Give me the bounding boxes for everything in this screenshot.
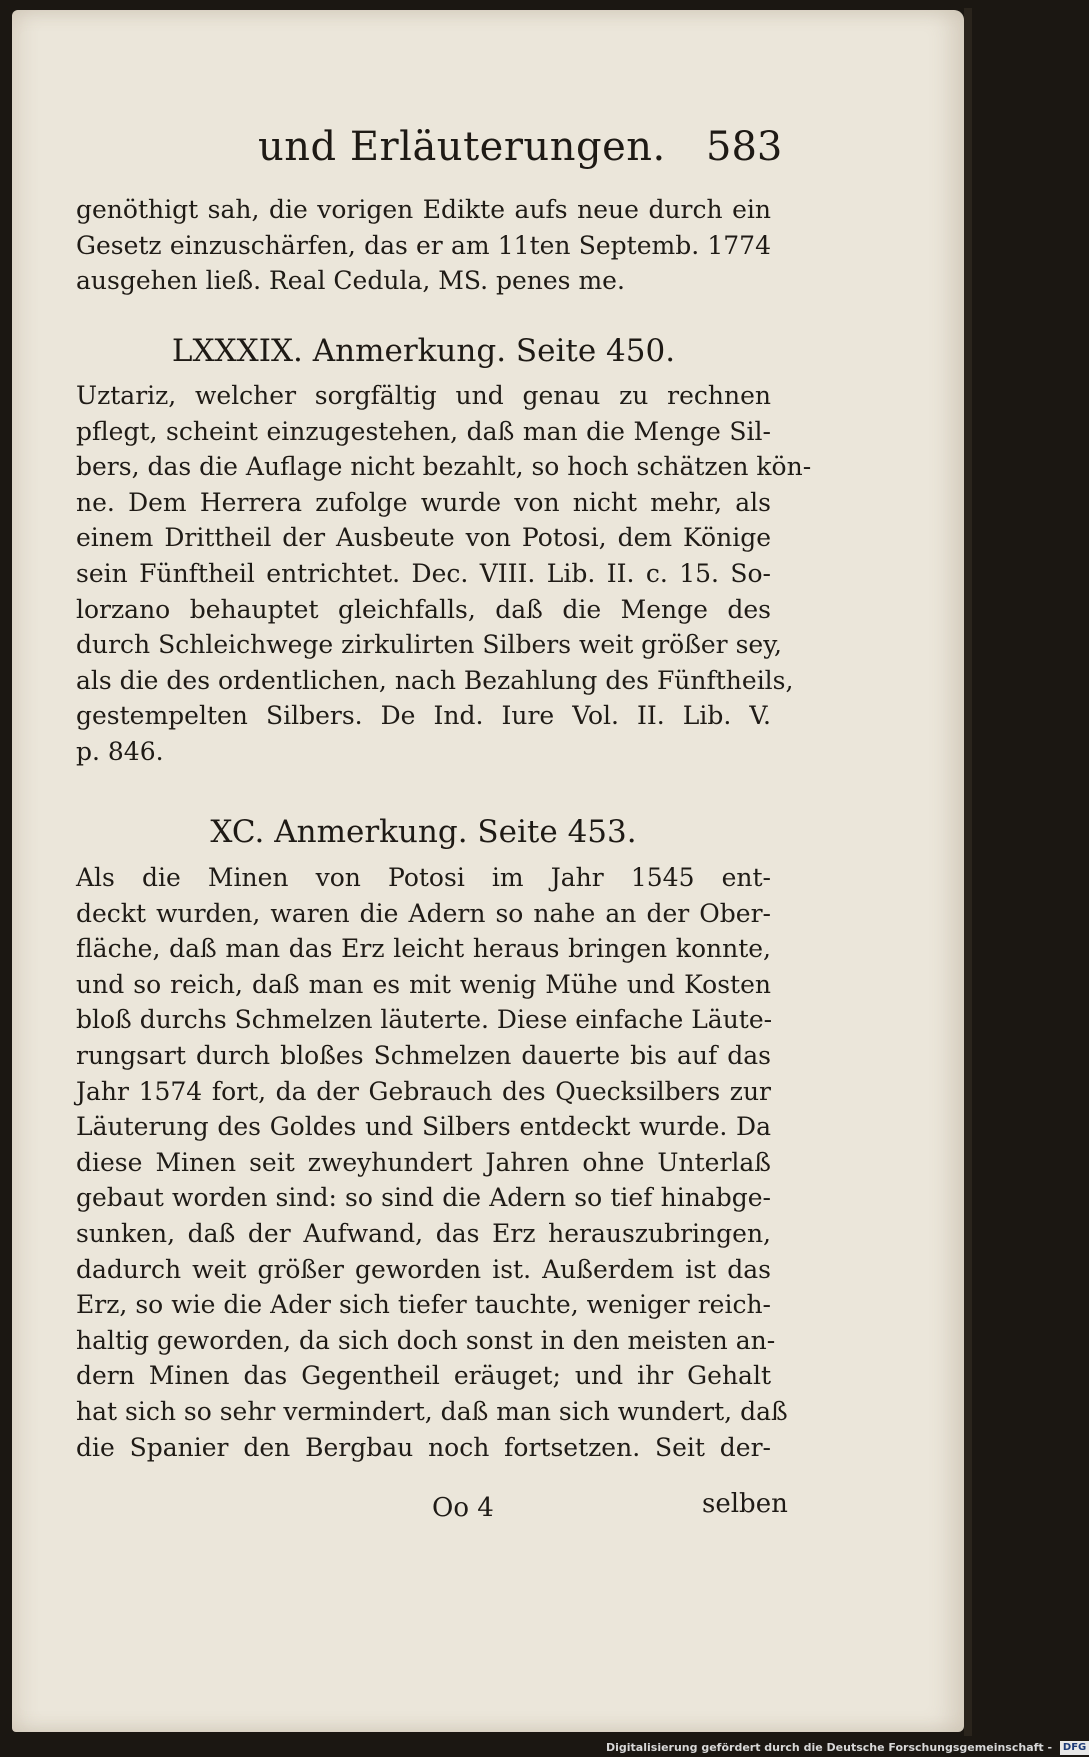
text-line: rungsart durch bloßes Schmelzen dauerte bis auf das [76, 1040, 771, 1070]
signature-mark: Oo 4 [432, 1493, 494, 1523]
catchword: selben [702, 1489, 788, 1519]
text-line: als die des ordentlichen, nach Bezahlung des Fünftheils, [76, 665, 794, 695]
dfg-logo: DFG [1060, 1741, 1089, 1755]
text-line: lorzano behauptet gleichfalls, daß die Menge des [76, 594, 771, 624]
text-line: Jahr 1574 fort, da der Gebrauch des Quecksilbers zur [76, 1076, 771, 1106]
text-line: dern Minen das Gegentheil eräuget; und ihr Gehalt [76, 1361, 771, 1391]
section-heading-xc: XC. Anmerkung. Seite 453. [210, 814, 637, 850]
text-line: Läuterung des Goldes und Silbers entdeckt wurde. Da [76, 1112, 771, 1142]
running-head: und Erläuterungen. [258, 124, 666, 170]
section-heading-lxxxix: LXXXIX. Anmerkung. Seite 450. [171, 333, 676, 369]
text-line: ne. Dem Herrera zufolge wurde von nicht mehr, als [76, 487, 771, 517]
text-line: Uztariz, welcher sorgfältig und genau zu rechnen [76, 381, 771, 410]
footer-text: Digitalisierung gefördert durch die Deutsche Forschungsgemeinschaft - [606, 1741, 1053, 1754]
text-line: genöthigt sah, die vorigen Edikte aufs neue durch ein [76, 195, 771, 224]
note-lxxxix-paragraph [76, 378, 812, 770]
text-line: die Spanier den Bergbau noch fortsetzen. Seit der- [76, 1432, 771, 1462]
text-line: sein Fünftheil entrichtet. Dec. VIII. Lib. II. c. 15. So- [76, 558, 771, 588]
text-line: bloß durchs Schmelzen läuterte. Diese einfache Läute- [76, 1005, 773, 1035]
intro-paragraph [76, 192, 771, 299]
text-line: diese Minen seit zweyhundert Jahren ohne Unterlaß [76, 1147, 771, 1177]
text-line: bers, das die Auflage nicht bezahlt, so hoch schätzen kön- [76, 452, 812, 482]
text-line: gebaut worden sind: so sind die Adern so tief hinabge- [76, 1183, 771, 1213]
page-header [0, 118, 1000, 178]
text-line: einem Drittheil der Ausbeute von Potosi, dem Könige [76, 523, 771, 553]
text-line: Gesetz einzuschärfen, das er am 11ten Septemb. 1774 [76, 230, 771, 260]
text-line: Erz, so wie die Ader sich tiefer tauchte, weniger reich- [76, 1290, 771, 1320]
text-line: ausgehen ließ. Real Cedula, MS. penes me. [76, 266, 625, 296]
text-line: haltig geworden, da sich doch sonst in den meisten an- [76, 1325, 776, 1355]
note-xc-paragraph [76, 860, 788, 1465]
page-edge [964, 8, 972, 1736]
text-line: fläche, daß man das Erz leicht heraus bringen konnte, [76, 934, 771, 964]
digitization-footer [606, 1739, 1089, 1757]
text-line: durch Schleichwege zirkulirten Silbers weit größer sey, [76, 630, 782, 660]
text-line: sunken, daß der Aufwand, das Erz herauszubringen, [76, 1218, 771, 1248]
text-line: und so reich, daß man es mit wenig Mühe und Kosten [76, 969, 771, 999]
text-line: p. 846. [76, 736, 164, 766]
text-line: pflegt, scheint einzugestehen, daß man die Menge Sil- [76, 416, 771, 446]
text-line: gestempelten Silbers. De Ind. Iure Vol. II. Lib. V. [76, 701, 771, 731]
text-line: deckt wurden, waren die Adern so nahe an der Ober- [76, 898, 771, 928]
page-number: 583 [706, 124, 783, 170]
text-line: Als die Minen von Potosi im Jahr 1545 ent- [76, 863, 771, 892]
text-line: hat sich so sehr vermindert, daß man sich wundert, daß [76, 1396, 788, 1426]
text-line: dadurch weit größer geworden ist. Außerdem ist das [76, 1254, 771, 1284]
